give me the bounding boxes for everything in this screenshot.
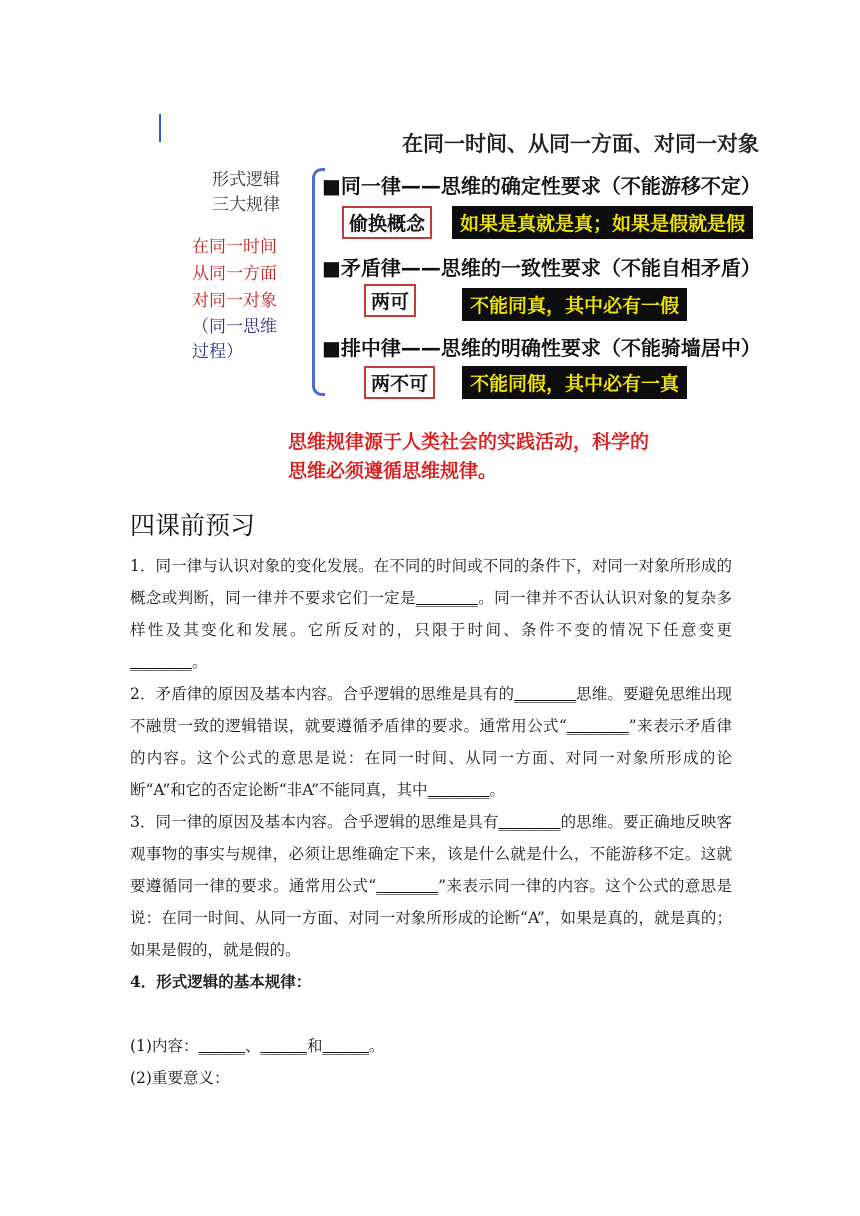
paragraph-2 — [130, 678, 732, 806]
law-excluded-middle-title: ■排中律——思维的明确性要求（不能骑墙居中） — [322, 336, 761, 360]
left-title-line-2: 三大规律 — [212, 195, 280, 215]
fill-blank[interactable]: ______ — [260, 1037, 307, 1055]
p1-text-a: 1．同一律与认识对象的变化发展。在不同的时间或不同的条件下，对同一对象所形成的概念或判断，同一律并不要求它们一定是 — [130, 557, 732, 607]
p3-text-b: 的思维。要正确地反映客观事物的事实与规律，必须让思维确定下来，该是什么就是什么，不能游移不定。这就要遵循同一律的要求。通常用公式“ — [130, 813, 732, 895]
paragraph-4: 4．形式逻辑的基本规律： — [130, 972, 312, 991]
p5-end: 。 — [369, 1037, 385, 1055]
fill-blank[interactable]: ________ — [427, 781, 490, 799]
p2-text-a: 2．矛盾律的原因及基本内容。合乎逻辑的思维是具有的 — [130, 685, 515, 703]
diagram-left-title — [196, 168, 296, 218]
p2-text-d: 。 — [489, 781, 506, 799]
diagram-bracket — [312, 168, 325, 396]
p3-text-a: 3．同一律的原因及基本内容。合乎逻辑的思维是具有 — [130, 813, 499, 831]
fill-blank[interactable]: ________ — [514, 685, 577, 703]
fill-blank[interactable]: ________ — [498, 813, 561, 831]
p1-text-c: 。 — [192, 653, 208, 671]
p3-text-c: ”来表示同一律的内容。这个公式的意思是说：在同一时间、从同一方面、对同一对象所形成的论断“A”，如果是真的，就是真的；如果是假的，就是假的。 — [130, 877, 732, 959]
diagram-left-red-conditions — [192, 234, 312, 315]
left-paren-line-1: （同一思维 — [192, 317, 277, 337]
law-excluded-middle-box: 两不可 — [364, 366, 435, 399]
fill-blank[interactable]: ________ — [566, 717, 629, 735]
fill-blank[interactable]: ________ — [130, 653, 192, 671]
paragraph-6: (2)重要意义： — [130, 1069, 230, 1087]
logic-laws-diagram — [188, 122, 828, 492]
left-title-line-1: 形式逻辑 — [212, 170, 280, 190]
law-contradiction-bar: 不能同真，其中必有一假 — [462, 288, 687, 321]
diagram-top-title: 在同一时间、从同一方面、对同一对象 — [402, 132, 759, 156]
law-identity-title: ■同一律——思维的确定性要求（不能游移不定） — [322, 174, 761, 198]
bottom-note-line-1: 思维规律源于人类社会的实践活动，科学的 — [288, 431, 650, 453]
diagram-bottom-note — [288, 428, 828, 486]
law-identity-box: 偷换概念 — [342, 206, 432, 239]
left-red-line-3: 对同一对象 — [192, 291, 277, 311]
p5-separator-1: 、 — [244, 1037, 261, 1055]
paragraph-5 — [130, 1030, 732, 1062]
diagram-left-paren-note — [192, 315, 312, 365]
bottom-note-line-2: 思维必须遵循思维规律。 — [288, 460, 498, 482]
p1-text-b: 。同一律并不否认认识对象的复杂多样性及其变化和发展。它所反对的，只限于时间、条件不变的情况下任意变更 — [130, 589, 732, 639]
p2-text-c: ”来表示矛盾律的内容。这个公式的意思是说：在同一时间、从同一方面、对同一对象所形成的论断“A”和它的否定论断“非A”不能同真，其中 — [130, 717, 732, 799]
law-excluded-middle-bar: 不能同假，其中必有一真 — [462, 366, 687, 399]
fill-blank[interactable]: ________ — [376, 877, 439, 895]
fill-blank[interactable]: ______ — [322, 1037, 369, 1055]
law-contradiction-box: 两可 — [364, 284, 416, 317]
paragraph-1 — [130, 550, 732, 678]
p5-separator-2: 和 — [306, 1037, 323, 1055]
section-heading: 四课前预习 — [130, 511, 256, 540]
left-red-line-2: 从同一方面 — [192, 264, 277, 284]
p2-text-b: 思维。要避免思维出现不融贯一致的逻辑错误，就要遵循矛盾律的要求。通常用公式“ — [130, 685, 732, 735]
law-identity-bar: 如果是真就是真；如果是假就是假 — [452, 206, 753, 239]
law-contradiction-title: ■矛盾律——思维的一致性要求（不能自相矛盾） — [322, 256, 761, 280]
fill-blank[interactable]: ________ — [415, 589, 478, 607]
left-paren-line-2: 过程） — [192, 342, 243, 362]
p5-label: (1)内容： — [130, 1037, 199, 1055]
fill-blank[interactable]: ______ — [198, 1037, 245, 1055]
left-red-line-1: 在同一时间 — [192, 237, 277, 257]
text-cursor — [159, 114, 161, 142]
paragraph-3 — [130, 806, 732, 966]
